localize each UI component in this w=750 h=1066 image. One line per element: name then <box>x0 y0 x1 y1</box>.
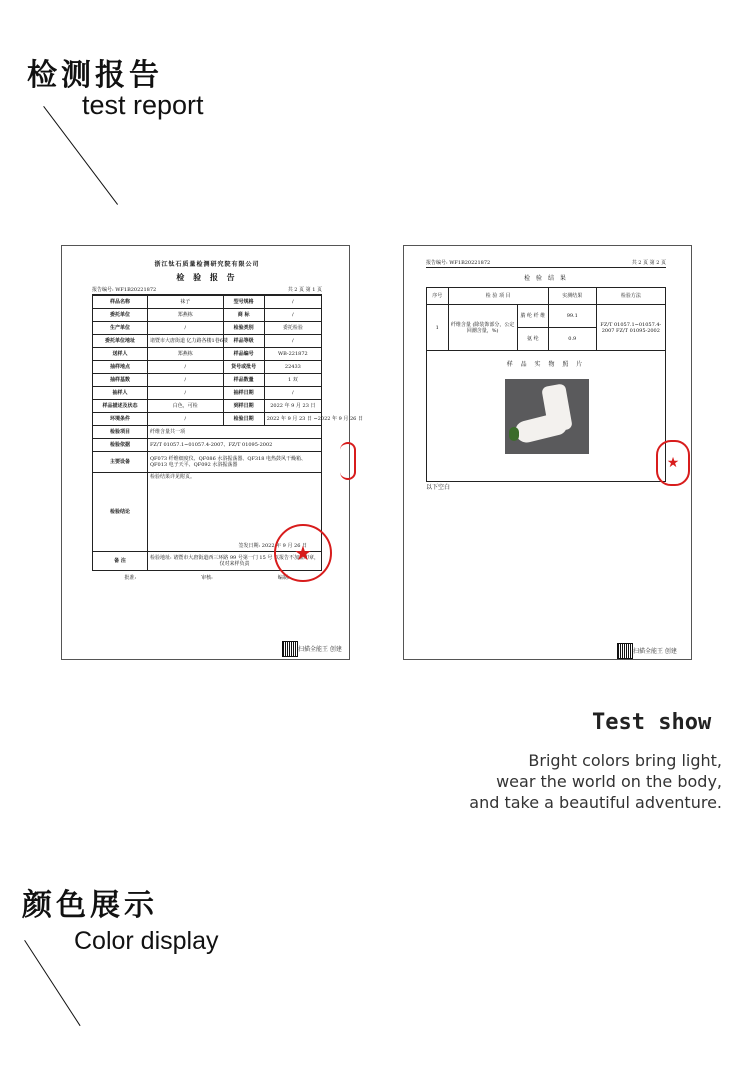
field-value: / <box>147 374 223 387</box>
section-title-cn: 颜色展示 <box>22 888 158 923</box>
scan-label: 扫描全能王 创建 <box>298 646 342 653</box>
stamp-star-icon: ★ <box>666 455 680 471</box>
field-label: 环境条件 <box>93 413 148 426</box>
row-number: 1 <box>427 305 449 351</box>
table-row <box>93 439 322 452</box>
official-stamp <box>274 524 332 582</box>
field-value: / <box>147 322 223 335</box>
test-show-line: wear the world on the body, <box>496 772 722 791</box>
report-org: 浙江钛石质量检测研究院有限公司 <box>154 261 260 268</box>
fiber-value: 99.1 <box>548 305 596 328</box>
field-value: 白色，可检 <box>147 400 223 413</box>
basis-value: FZ/T 01057.1~01057.4-2007、FZ/T 01095-2002 <box>147 439 321 452</box>
field-label: 商 标 <box>223 309 264 322</box>
table-row <box>93 374 322 387</box>
field-label: 样品名称 <box>93 296 148 309</box>
test-method: FZ/T 01057.1~01057.4-2007 FZ/T 01095-2002 <box>596 305 665 351</box>
equip-value: QF073 纤维细度仪、QF086 水浴振荡器、QF318 电热鼓风干燥箱、QF013 电子天平、QF092 水浴振荡器 <box>147 452 321 473</box>
fiber-value: 0.9 <box>548 328 596 351</box>
equip-label: 主要设备 <box>93 452 148 473</box>
page-number: 共 2 页 第 2 页 <box>631 260 666 266</box>
sample-photo <box>505 379 589 454</box>
field-value: 1 双 <box>264 374 321 387</box>
decorative-slash-2 <box>24 940 80 1026</box>
field-label: 样品描述及状态 <box>93 400 148 413</box>
photo-frame <box>426 351 666 482</box>
field-label: 委托单位 <box>93 309 148 322</box>
basis-label: 检验依据 <box>93 439 148 452</box>
stamp-star-icon: ★ <box>294 541 312 565</box>
field-label: 到样日期 <box>223 400 264 413</box>
report-heading: 检 验 报 告 <box>176 272 238 282</box>
field-label: 送样人 <box>93 348 148 361</box>
qr-icon <box>282 641 298 657</box>
header-item: 检 验 项 目 <box>448 288 548 305</box>
field-label: 抽样日期 <box>223 387 264 400</box>
maker-label: 编制: <box>277 575 290 581</box>
scan-label: 扫描全能王 创建 <box>633 648 677 655</box>
field-value: 郑燕栋 <box>147 309 223 322</box>
section-title-en: Color display <box>74 927 219 955</box>
table-header-row <box>427 288 666 305</box>
section-title-en: test report <box>82 90 204 120</box>
field-value: 诸暨市大唐街道 亿力路各楼1巷6楼 <box>147 335 223 348</box>
table-row <box>93 426 322 439</box>
test-show-line: Bright colors bring light, <box>528 751 722 770</box>
field-value: / <box>264 309 321 322</box>
field-value: / <box>264 387 321 400</box>
blank-note: 以下空白 <box>426 484 451 491</box>
item-label: 检验项目 <box>93 426 148 439</box>
header-no: 序号 <box>427 288 449 305</box>
field-label: 抽样人 <box>93 387 148 400</box>
section-title-cn: 检测报告 <box>27 58 163 93</box>
field-value: / <box>147 387 223 400</box>
conclusion-label: 检验结论 <box>93 473 148 552</box>
field-label: 生产单位 <box>93 322 148 335</box>
field-value: / <box>147 361 223 374</box>
report-number: 报告编号: WF1B20221872 <box>426 260 491 266</box>
header-method: 检验方法 <box>596 288 665 305</box>
table-row <box>93 361 322 374</box>
field-value: / <box>147 413 223 426</box>
report-number: 报告编号: WF1B20221872 <box>92 287 157 293</box>
test-show-title: Test show <box>592 710 712 735</box>
field-label: 样品编号 <box>223 348 264 361</box>
result-table-title: 检 验 结 果 <box>524 275 568 282</box>
field-label: 检验日期 <box>223 413 264 426</box>
row-item: 纤维含量 (除装饰部分，公定回潮含量，%) <box>448 305 517 351</box>
sock-toe <box>509 427 519 441</box>
header-result: 实测结果 <box>548 288 596 305</box>
field-value: / <box>264 335 321 348</box>
table-row <box>93 322 322 335</box>
field-value: 22433 <box>264 361 321 374</box>
official-stamp <box>656 440 690 486</box>
field-value: WB-221872 <box>264 348 321 361</box>
table-row <box>93 452 322 473</box>
field-label: 货号或批号 <box>223 361 264 374</box>
test-show-line: and take a beautiful adventure. <box>469 793 722 812</box>
sock-foot <box>513 411 569 445</box>
fiber-name: 氨 纶 <box>517 328 548 351</box>
report-page-2 <box>403 245 692 660</box>
field-value: 袜子 <box>147 296 223 309</box>
field-value: 2022 年 9 月 23 日 <box>264 400 321 413</box>
table-row <box>93 335 322 348</box>
table-row <box>93 309 322 322</box>
table-row <box>93 296 322 309</box>
field-label: 委托单位地址 <box>93 335 148 348</box>
field-value: 2022 年 9 月 23 日 ~2022 年 9 月 26 日 <box>264 413 321 426</box>
field-value: / <box>264 296 321 309</box>
field-value: 郑燕栋 <box>147 348 223 361</box>
remark-value: 检验地址: 诸暨市大唐街道西三环路 99 号第一门 15 号 以报告不加盖印章，仅对来样负责 <box>147 552 321 571</box>
table-row <box>93 348 322 361</box>
table-row <box>93 387 322 400</box>
field-label: 抽样基数 <box>93 374 148 387</box>
table-row <box>93 400 322 413</box>
table-row <box>427 305 666 328</box>
qr-icon <box>617 643 633 659</box>
approver-label: 批准: <box>124 575 137 581</box>
report-page-1 <box>61 245 363 660</box>
seam-stamp <box>340 442 356 480</box>
table-row <box>93 413 322 426</box>
remark-label: 备 注 <box>93 552 148 571</box>
reviewer-label: 审核: <box>201 575 213 581</box>
field-label: 样品数量 <box>223 374 264 387</box>
field-label: 型号规格 <box>223 296 264 309</box>
field-value: 委托检验 <box>264 322 321 335</box>
field-label: 样品等级 <box>223 335 264 348</box>
fiber-name: 腈 纶 纤 维 <box>517 305 548 328</box>
photo-title: 样 品 实 物 照 片 <box>506 361 586 368</box>
conclusion-value: 检验结果详见附页。 <box>149 474 195 480</box>
field-label: 抽样地点 <box>93 361 148 374</box>
page-number: 共 2 页 第 1 页 <box>287 287 322 293</box>
field-label: 检验类别 <box>223 322 264 335</box>
sign-date: 签发日期: 2022 年 9 月 26 日 <box>238 543 307 549</box>
result-table <box>426 287 666 351</box>
item-value: 纤维含量共一项 <box>147 426 321 439</box>
